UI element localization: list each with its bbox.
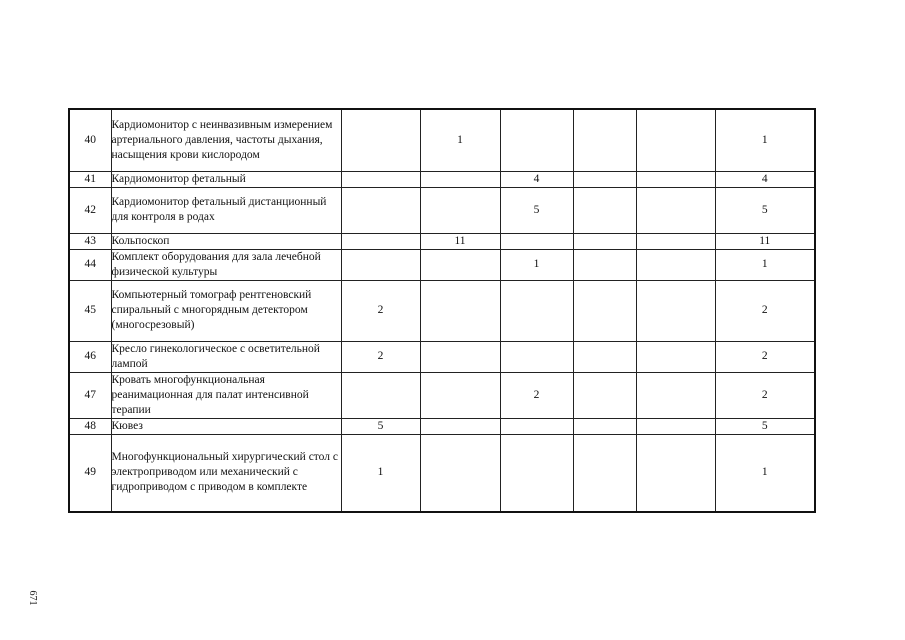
quantity-cell: 1	[500, 249, 573, 280]
quantity-cell	[500, 233, 573, 249]
equipment-name: Кресло гинекологическое с осветительной лампой	[111, 341, 341, 372]
total-cell: 1	[715, 249, 815, 280]
quantity-cell	[420, 280, 500, 341]
quantity-cell: 11	[420, 233, 500, 249]
equipment-name: Компьютерный томограф рентгеновский спиральный с многорядным детектором (многосрезовый)	[111, 280, 341, 341]
quantity-cell	[341, 171, 420, 187]
equipment-name: Кардиомонитор фетальный дистанционный для контроля в родах	[111, 187, 341, 233]
quantity-cell	[500, 418, 573, 434]
equipment-name: Комплект оборудования для зала лечебной физической культуры	[111, 249, 341, 280]
equipment-name: Кольпоскоп	[111, 233, 341, 249]
quantity-cell: 2	[341, 341, 420, 372]
quantity-cell	[420, 418, 500, 434]
page-number: 671	[27, 590, 38, 606]
table-row	[69, 280, 815, 341]
quantity-cell	[636, 434, 715, 512]
quantity-cell: 2	[500, 372, 573, 418]
table-row	[69, 372, 815, 418]
equipment-name: Многофункциональный хирургический стол с электроприводом или механический с гидроприводом с приводом в комплекте	[111, 434, 341, 512]
total-cell: 11	[715, 233, 815, 249]
quantity-cell	[636, 249, 715, 280]
quantity-cell: 5	[500, 187, 573, 233]
quantity-cell	[341, 233, 420, 249]
total-cell: 2	[715, 341, 815, 372]
quantity-cell	[420, 434, 500, 512]
quantity-cell	[420, 171, 500, 187]
total-cell: 2	[715, 280, 815, 341]
quantity-cell	[636, 372, 715, 418]
row-number: 44	[69, 249, 111, 280]
equipment-name: Кювез	[111, 418, 341, 434]
quantity-cell	[500, 341, 573, 372]
row-number: 41	[69, 171, 111, 187]
row-number: 47	[69, 372, 111, 418]
row-number: 42	[69, 187, 111, 233]
quantity-cell	[573, 372, 636, 418]
equipment-name: Кардиомонитор с неинвазивным измерением артериального давления, частоты дыхания, насыщения крови кислородом	[111, 109, 341, 171]
table-row	[69, 418, 815, 434]
table-row	[69, 434, 815, 512]
equipment-table	[68, 108, 816, 513]
quantity-cell	[420, 341, 500, 372]
table-row	[69, 171, 815, 187]
quantity-cell	[500, 109, 573, 171]
quantity-cell	[420, 372, 500, 418]
row-number: 43	[69, 233, 111, 249]
quantity-cell: 1	[341, 434, 420, 512]
quantity-cell: 2	[341, 280, 420, 341]
table-row	[69, 233, 815, 249]
equipment-name: Кровать многофункциональная реанимационная для палат интенсивной терапии	[111, 372, 341, 418]
quantity-cell	[573, 109, 636, 171]
quantity-cell	[573, 434, 636, 512]
table-row	[69, 249, 815, 280]
quantity-cell	[420, 249, 500, 280]
quantity-cell	[573, 187, 636, 233]
row-number: 48	[69, 418, 111, 434]
quantity-cell	[573, 171, 636, 187]
quantity-cell: 1	[420, 109, 500, 171]
quantity-cell	[636, 280, 715, 341]
total-cell: 5	[715, 418, 815, 434]
table-row	[69, 109, 815, 171]
table-row	[69, 187, 815, 233]
equipment-name: Кардиомонитор фетальный	[111, 171, 341, 187]
quantity-cell	[573, 233, 636, 249]
quantity-cell	[573, 418, 636, 434]
quantity-cell	[636, 171, 715, 187]
total-cell: 2	[715, 372, 815, 418]
quantity-cell	[636, 109, 715, 171]
row-number: 46	[69, 341, 111, 372]
quantity-cell	[636, 418, 715, 434]
total-cell: 4	[715, 171, 815, 187]
quantity-cell	[636, 341, 715, 372]
table-row	[69, 341, 815, 372]
quantity-cell	[500, 434, 573, 512]
total-cell: 1	[715, 434, 815, 512]
quantity-cell: 4	[500, 171, 573, 187]
quantity-cell	[573, 280, 636, 341]
quantity-cell	[500, 280, 573, 341]
table-body	[69, 109, 815, 512]
row-number: 45	[69, 280, 111, 341]
quantity-cell	[636, 233, 715, 249]
quantity-cell: 5	[341, 418, 420, 434]
quantity-cell	[573, 341, 636, 372]
quantity-cell	[341, 249, 420, 280]
quantity-cell	[341, 187, 420, 233]
quantity-cell	[341, 372, 420, 418]
total-cell: 5	[715, 187, 815, 233]
quantity-cell	[573, 249, 636, 280]
quantity-cell	[636, 187, 715, 233]
quantity-cell	[420, 187, 500, 233]
row-number: 49	[69, 434, 111, 512]
total-cell: 1	[715, 109, 815, 171]
quantity-cell	[341, 109, 420, 171]
row-number: 40	[69, 109, 111, 171]
